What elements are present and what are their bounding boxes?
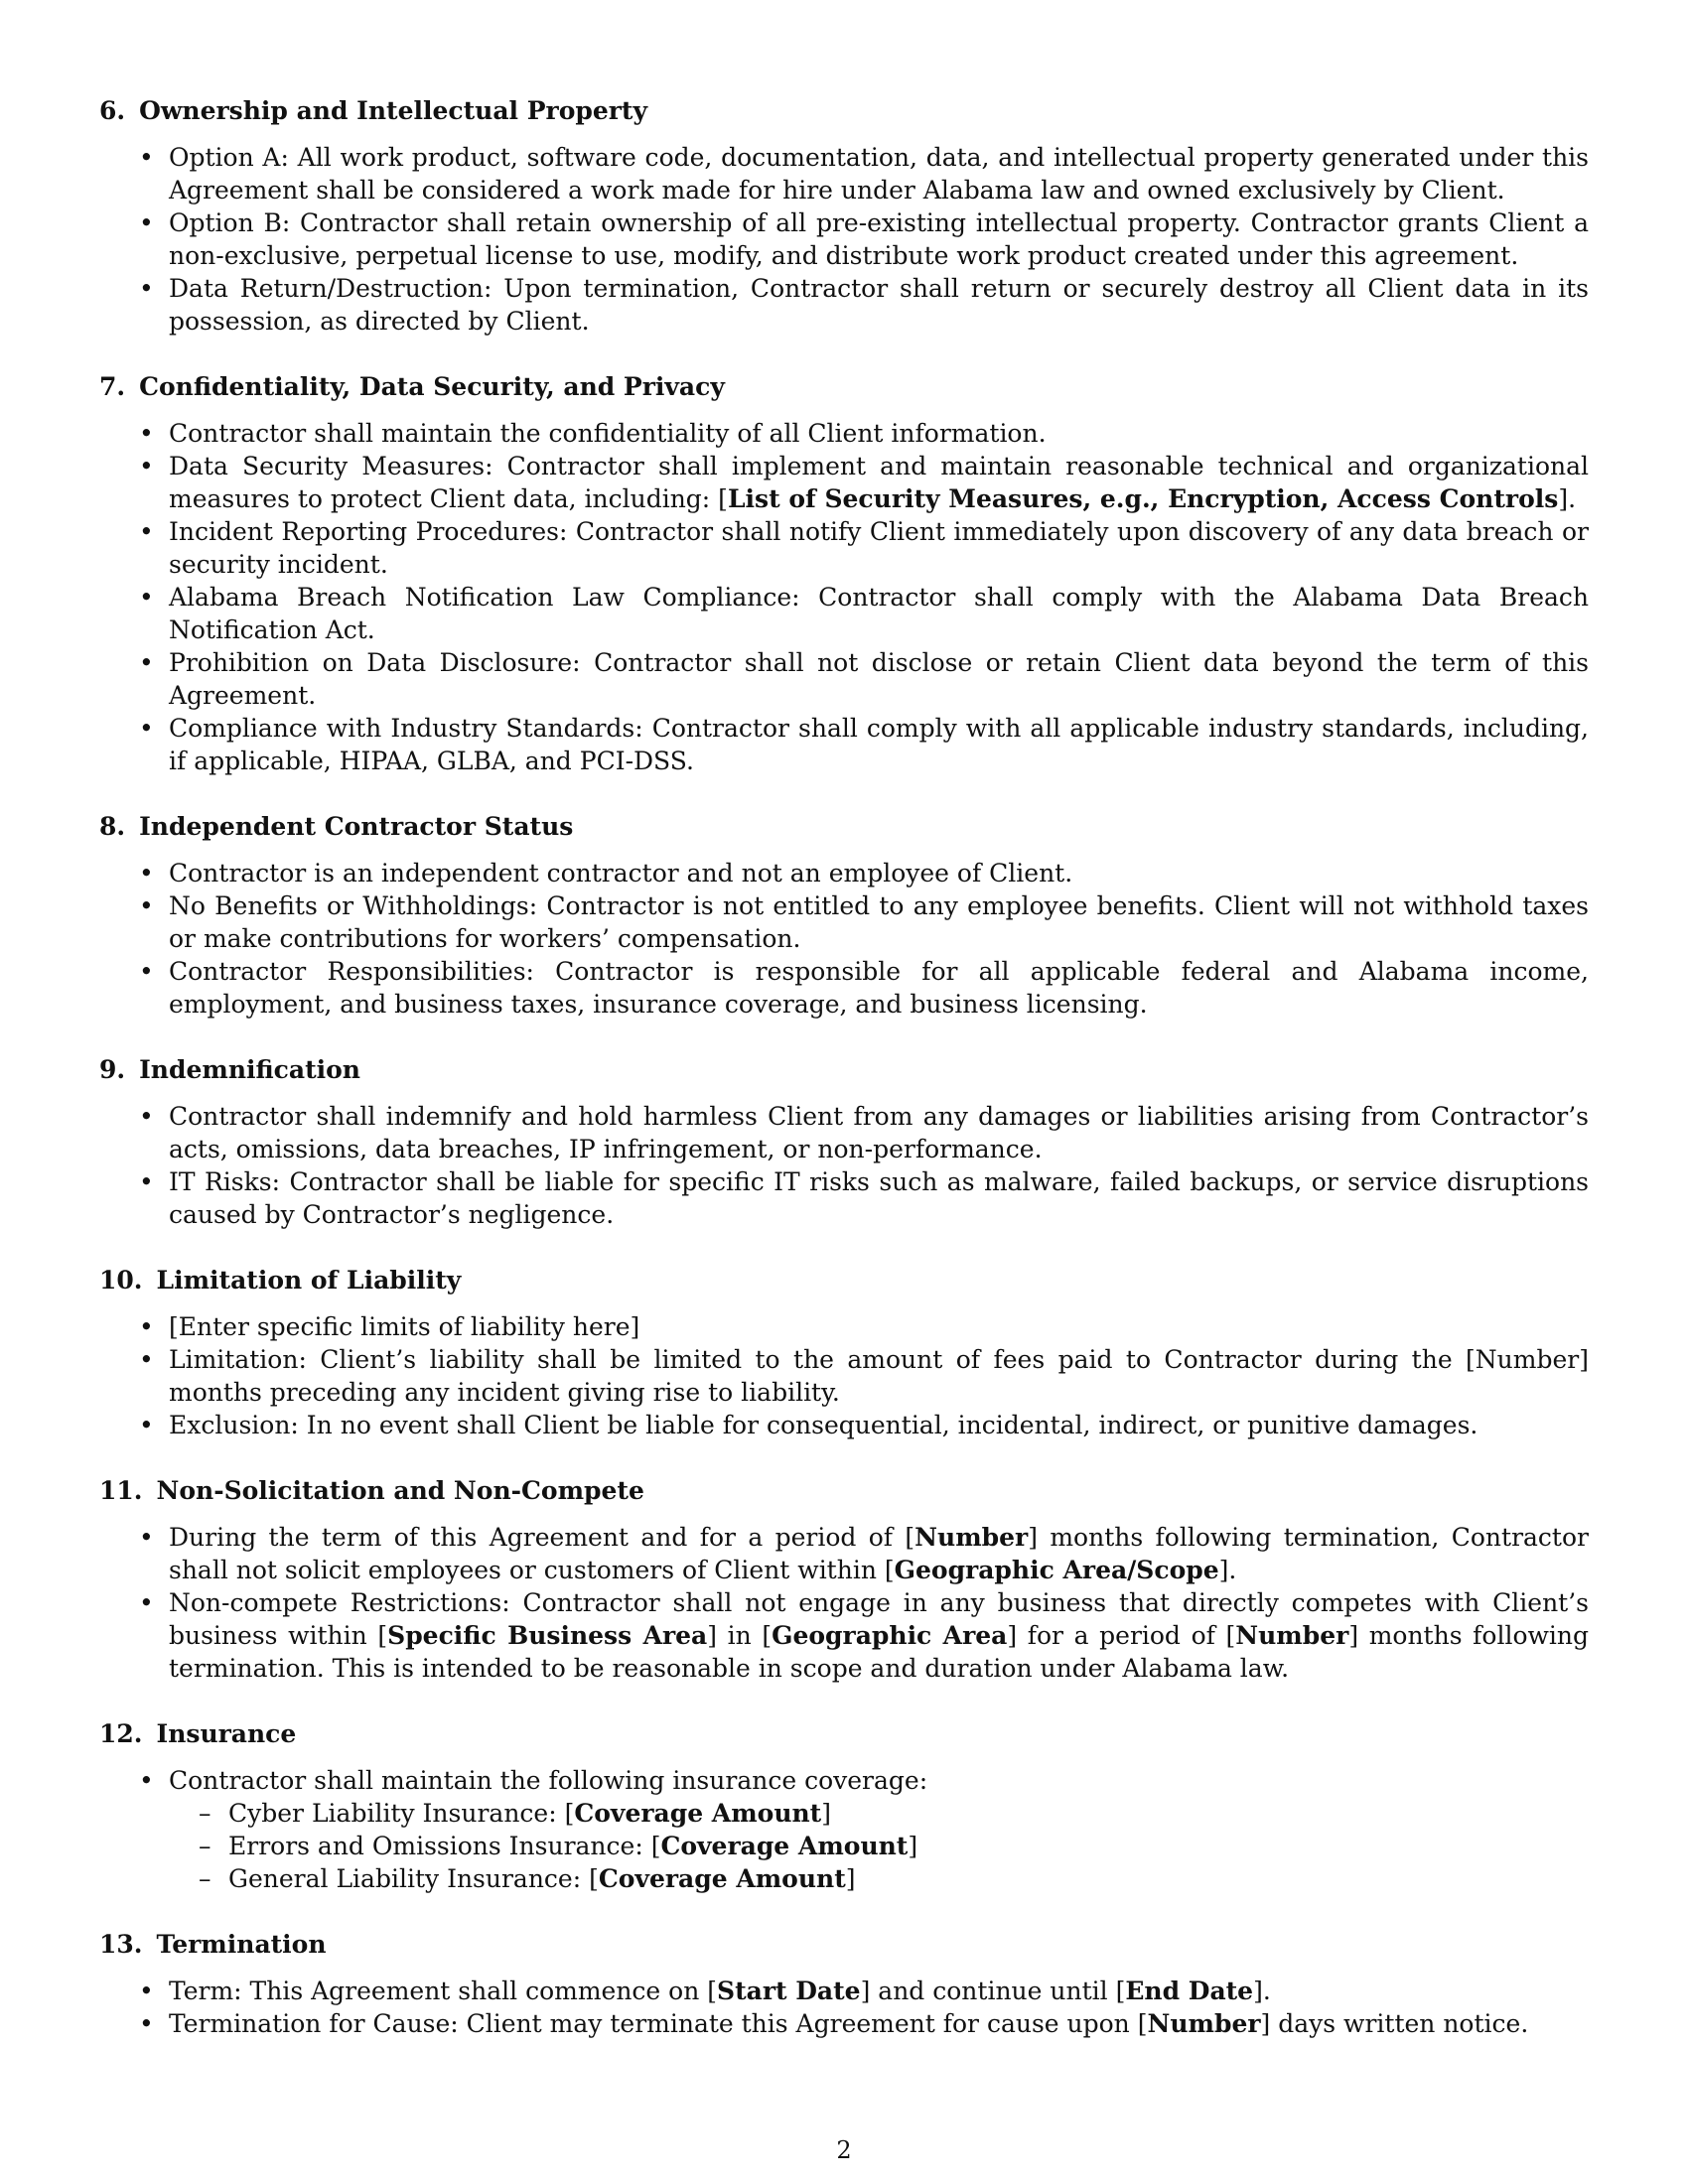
text-segment: ] months following termination, Contractor shall not solicit employees or customers of Client within [ [169, 1523, 1589, 1584]
section-title: Insurance [156, 1719, 297, 1748]
section-heading [99, 1054, 1589, 1086]
section-title: Independent Contractor Status [139, 812, 574, 841]
text-segment: Contractor Responsibilities: Contractor is responsible for all applicable federal and Alabama income, employment, and business taxes, insurance coverage, and business licensing. [169, 957, 1589, 1019]
text-segment: Termination for Cause: Client may terminate this Agreement for cause upon [ [169, 2009, 1148, 2038]
placeholder-text: List of Security Measures, e.g., Encryption, Access Controls [727, 484, 1559, 513]
section-title: Termination [156, 1930, 327, 1959]
bullet-list [99, 1975, 1589, 2040]
text-segment: [Enter specific limits of liability here] [169, 1312, 640, 1341]
bullet-item [99, 417, 1589, 450]
section-heading [99, 1718, 1589, 1750]
section [99, 1054, 1589, 1231]
bullet-item [99, 450, 1589, 515]
section-number: 6. [99, 96, 126, 125]
text-segment: ]. [1253, 1977, 1271, 2005]
placeholder-text: Start Date [717, 1977, 861, 2005]
placeholder-text: Number [1235, 1621, 1349, 1650]
bullet-item [99, 1764, 1589, 1895]
bullet-list [99, 1310, 1589, 1441]
placeholder-text: Number [914, 1523, 1029, 1552]
section-number: 10. [99, 1266, 143, 1295]
section-heading [99, 811, 1589, 843]
placeholder-text: Coverage Amount [574, 1799, 822, 1828]
text-segment: Contractor shall maintain the confidentiality of all Client information. [169, 419, 1047, 448]
text-segment: Alabama Breach Notification Law Compliance: Contractor shall comply with the Alabama Data Breach Notification Act. [169, 583, 1589, 644]
text-segment: Data Security Measures: Contractor shall implement and maintain reasonable technical and organizational measures to protect Client data, including: [ [169, 452, 1589, 513]
section-number: 9. [99, 1055, 126, 1084]
placeholder-text: End Date [1125, 1977, 1254, 2005]
text-segment: ] [845, 1864, 856, 1893]
text-segment: Contractor shall maintain the following insurance coverage: [169, 1766, 928, 1795]
sub-list [169, 1797, 1589, 1895]
section-heading [99, 1265, 1589, 1297]
bullet-item [99, 1586, 1589, 1685]
text-segment: Errors and Omissions Insurance: [ [228, 1832, 661, 1860]
text-segment: Prohibition on Data Disclosure: Contractor shall not disclose or retain Client data beyond the term of this Agreement. [169, 648, 1589, 710]
text-segment: IT Risks: Contractor shall be liable for specific IT risks such as malware, failed backups, or service disruptions caused by Contractor’s negligence. [169, 1167, 1589, 1229]
text-segment: ] months following termination. This is intended to be reasonable in scope and duration under Alabama law. [169, 1621, 1590, 1683]
bullet-item [99, 1409, 1589, 1441]
section-heading [99, 371, 1589, 403]
bullet-list [99, 417, 1589, 777]
text-segment: ] days written notice. [1260, 2009, 1529, 2038]
page-number: 2 [836, 2136, 852, 2164]
placeholder-text: Geographic Area [772, 1621, 1008, 1650]
section-title: Indemnification [139, 1055, 360, 1084]
text-segment: Option A: All work product, software code, documentation, data, and intellectual property generated under this Agreement shall be considered a work made for hire under Alabama law and owned exclusively by Client. [169, 143, 1589, 205]
text-segment: No Benefits or Withholdings: Contractor is not entitled to any employee benefits. Client will not withhold taxes or make contributions for workers’ compensation. [169, 891, 1589, 953]
section [99, 811, 1589, 1021]
text-segment: Contractor is an independent contractor and not an employee of Client. [169, 859, 1073, 887]
text-segment: General Liability Insurance: [ [228, 1864, 599, 1893]
bullet-item [99, 1343, 1589, 1409]
bullet-list [99, 1100, 1589, 1231]
section [99, 1475, 1589, 1685]
bullet-list [99, 141, 1589, 338]
bullet-list [99, 1764, 1589, 1895]
section [99, 1929, 1589, 2040]
text-segment: Limitation: Client’s liability shall be limited to the amount of fees paid to Contractor during the [Number] months preceding any incident giving rise to liability. [169, 1345, 1589, 1407]
section-number: 13. [99, 1930, 143, 1959]
text-segment: Compliance with Industry Standards: Contractor shall comply with all applicable industry standards, including, if applicable, HIPAA, GLBA, and PCI-DSS. [169, 714, 1589, 775]
text-segment: Contractor shall indemnify and hold harmless Client from any damages or liabilities arising from Contractor’s acts, omissions, data breaches, IP infringement, or non-performance. [169, 1102, 1589, 1163]
text-segment: ] [821, 1799, 831, 1828]
text-segment: ] for a period of [ [1007, 1621, 1236, 1650]
bullet-item [99, 646, 1589, 712]
bullet-item [99, 889, 1589, 955]
section-number: 7. [99, 372, 126, 401]
bullet-item [99, 955, 1589, 1021]
text-segment: ] in [ [707, 1621, 773, 1650]
bullet-list [99, 1521, 1589, 1685]
bullet-item [99, 857, 1589, 889]
text-segment: ]. [1558, 484, 1577, 513]
text-segment: Cyber Liability Insurance: [ [228, 1799, 575, 1828]
bullet-item [99, 206, 1589, 272]
placeholder-text: Coverage Amount [598, 1864, 846, 1893]
section-heading [99, 1475, 1589, 1507]
section-title: Confidentiality, Data Security, and Privacy [139, 372, 725, 401]
section-number: 11. [99, 1476, 143, 1505]
section [99, 371, 1589, 777]
placeholder-text: Specific Business Area [387, 1621, 708, 1650]
text-segment: ]. [1218, 1556, 1237, 1584]
sub-item [169, 1830, 1589, 1862]
bullet-item [99, 2007, 1589, 2040]
placeholder-text: Geographic Area/Scope [894, 1556, 1219, 1584]
section [99, 1265, 1589, 1441]
bullet-list [99, 857, 1589, 1021]
bullet-item [99, 1521, 1589, 1586]
text-segment: Option B: Contractor shall retain ownership of all pre-existing intellectual property. Contractor grants Client a non-exclusive, perpetual license to use, modify, and distribute work product created under this agreement. [169, 208, 1589, 270]
text-segment: Data Return/Destruction: Upon termination, Contractor shall return or securely destroy all Client data in its possession, as directed by Client. [169, 274, 1589, 336]
placeholder-text: Coverage Amount [660, 1832, 909, 1860]
text-segment: Exclusion: In no event shall Client be liable for consequential, incidental, indirect, or punitive damages. [169, 1411, 1478, 1439]
text-segment: During the term of this Agreement and for a period of [ [169, 1523, 915, 1552]
text-segment: ] [908, 1832, 918, 1860]
section-heading [99, 95, 1589, 127]
text-segment: Incident Reporting Procedures: Contractor shall notify Client immediately upon discovery of any data breach or security incident. [169, 517, 1589, 579]
section-heading [99, 1929, 1589, 1961]
bullet-item [99, 1100, 1589, 1165]
bullet-item [99, 581, 1589, 646]
section [99, 1718, 1589, 1895]
section-number: 12. [99, 1719, 143, 1748]
bullet-item [99, 1165, 1589, 1231]
placeholder-text: Number [1147, 2009, 1261, 2038]
section [99, 95, 1589, 338]
bullet-item [99, 1310, 1589, 1343]
document-body [99, 95, 1589, 2074]
text-segment: ] and continue until [ [860, 1977, 1126, 2005]
section-number: 8. [99, 812, 126, 841]
section-title: Limitation of Liability [156, 1266, 462, 1295]
bullet-item [99, 1975, 1589, 2007]
bullet-item [99, 712, 1589, 777]
section-title: Non-Solicitation and Non-Compete [156, 1476, 644, 1505]
sub-item [169, 1797, 1589, 1830]
text-segment: Non-compete Restrictions: Contractor shall not engage in any business that directly competes with Client’s business within [ [169, 1588, 1589, 1650]
bullet-item [99, 272, 1589, 338]
text-segment: Term: This Agreement shall commence on [ [169, 1977, 718, 2005]
bullet-item [99, 141, 1589, 206]
sub-item [169, 1862, 1589, 1895]
bullet-item [99, 515, 1589, 581]
section-title: Ownership and Intellectual Property [139, 96, 647, 125]
